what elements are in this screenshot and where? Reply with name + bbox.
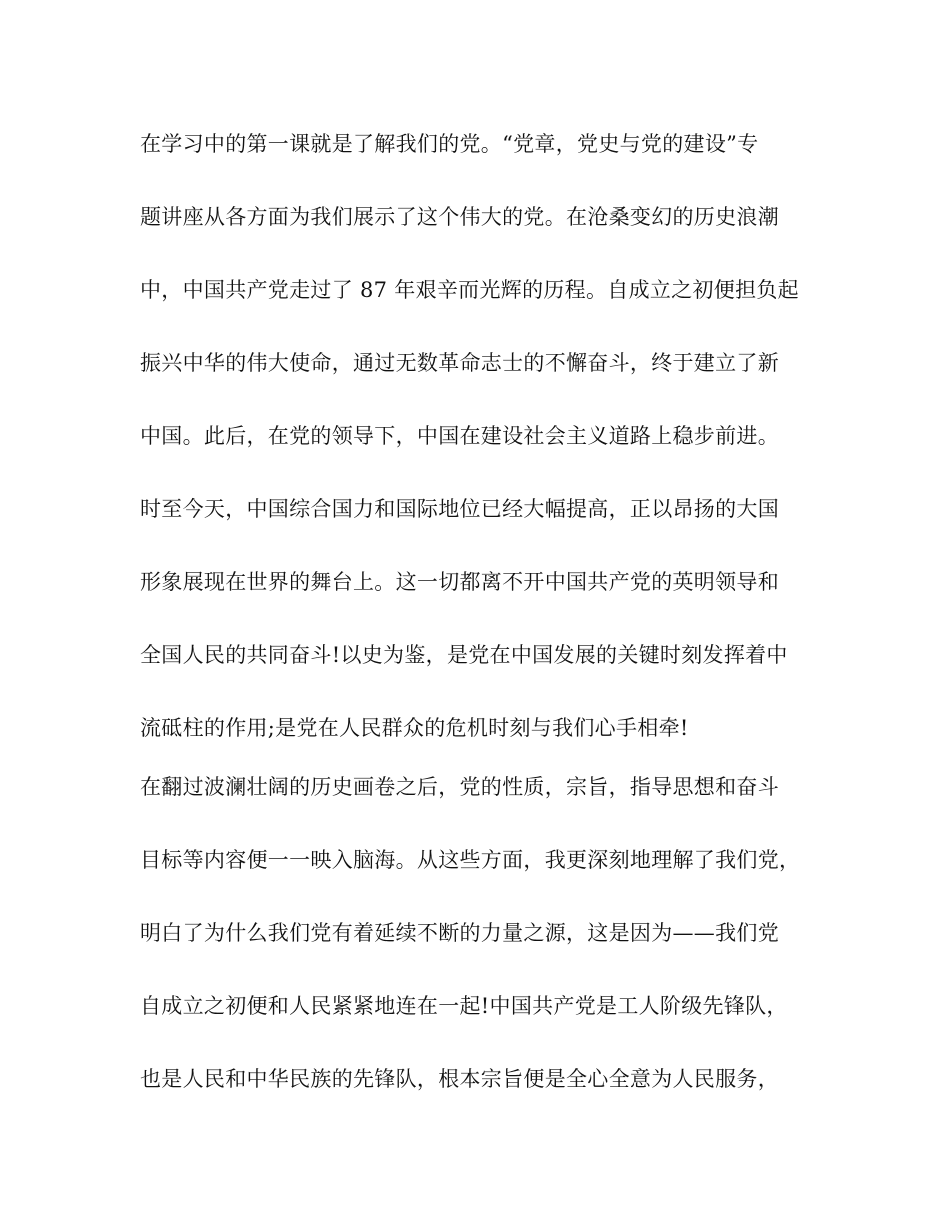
paragraph-2-line-5: 也是人民和中华民族的先锋队，根本宗旨便是全心全意为人民服务， [140,1067,779,1091]
paragraph-2-line-1: 在翻过波澜壮阔的历史画卷之后，党的性质，宗旨，指导思想和奋斗 [140,775,779,799]
paragraph-1-line-7: 形象展现在世界的舞台上。这一切都离不开中国共产党的英明领导和 [140,570,779,594]
paragraph-1-line-5: 中国。此后，在党的领导下，中国在建设社会主义道路上稳步前进。 [140,424,779,448]
paragraph-2-line-2: 目标等内容便一一映入脑海。从这些方面，我更深刻地理解了我们党， [140,848,801,872]
paragraph-2-line-3: 明白了为什么我们党有着延续不断的力量之源，这是因为——我们党 [140,921,779,945]
paragraph-1-line-4: 振兴中华的伟大使命，通过无数革命志士的不懈奋斗，终于建立了新 [140,351,779,375]
paragraph-2-line-4: 自成立之初便和人民紧紧地连在一起!中国共产党是工人阶级先锋队， [140,994,788,1018]
paragraph-1-line-8: 全国人民的共同奋斗!以史为鉴，是党在中国发展的关键时刻发挥着中 [140,643,788,667]
paragraph-1-line-1: 在学习中的第一课就是了解我们的党。“党章，党史与党的建设”专 [140,132,759,156]
paragraph-1-line-2: 题讲座从各方面为我们展示了这个伟大的党。在沧桑变幻的历史浪潮 [140,205,779,229]
paragraph-1-line-3: 中，中国共产党走过了 87 年艰辛而光辉的历程。自成立之初便担负起 [140,278,799,302]
paragraph-1-line-6: 时至今天，中国综合国力和国际地位已经大幅提高，正以昂扬的大国 [140,497,779,521]
paragraph-1-line-9: 流砥柱的作用;是党在人民群众的危机时刻与我们心手相牵! [140,716,689,740]
